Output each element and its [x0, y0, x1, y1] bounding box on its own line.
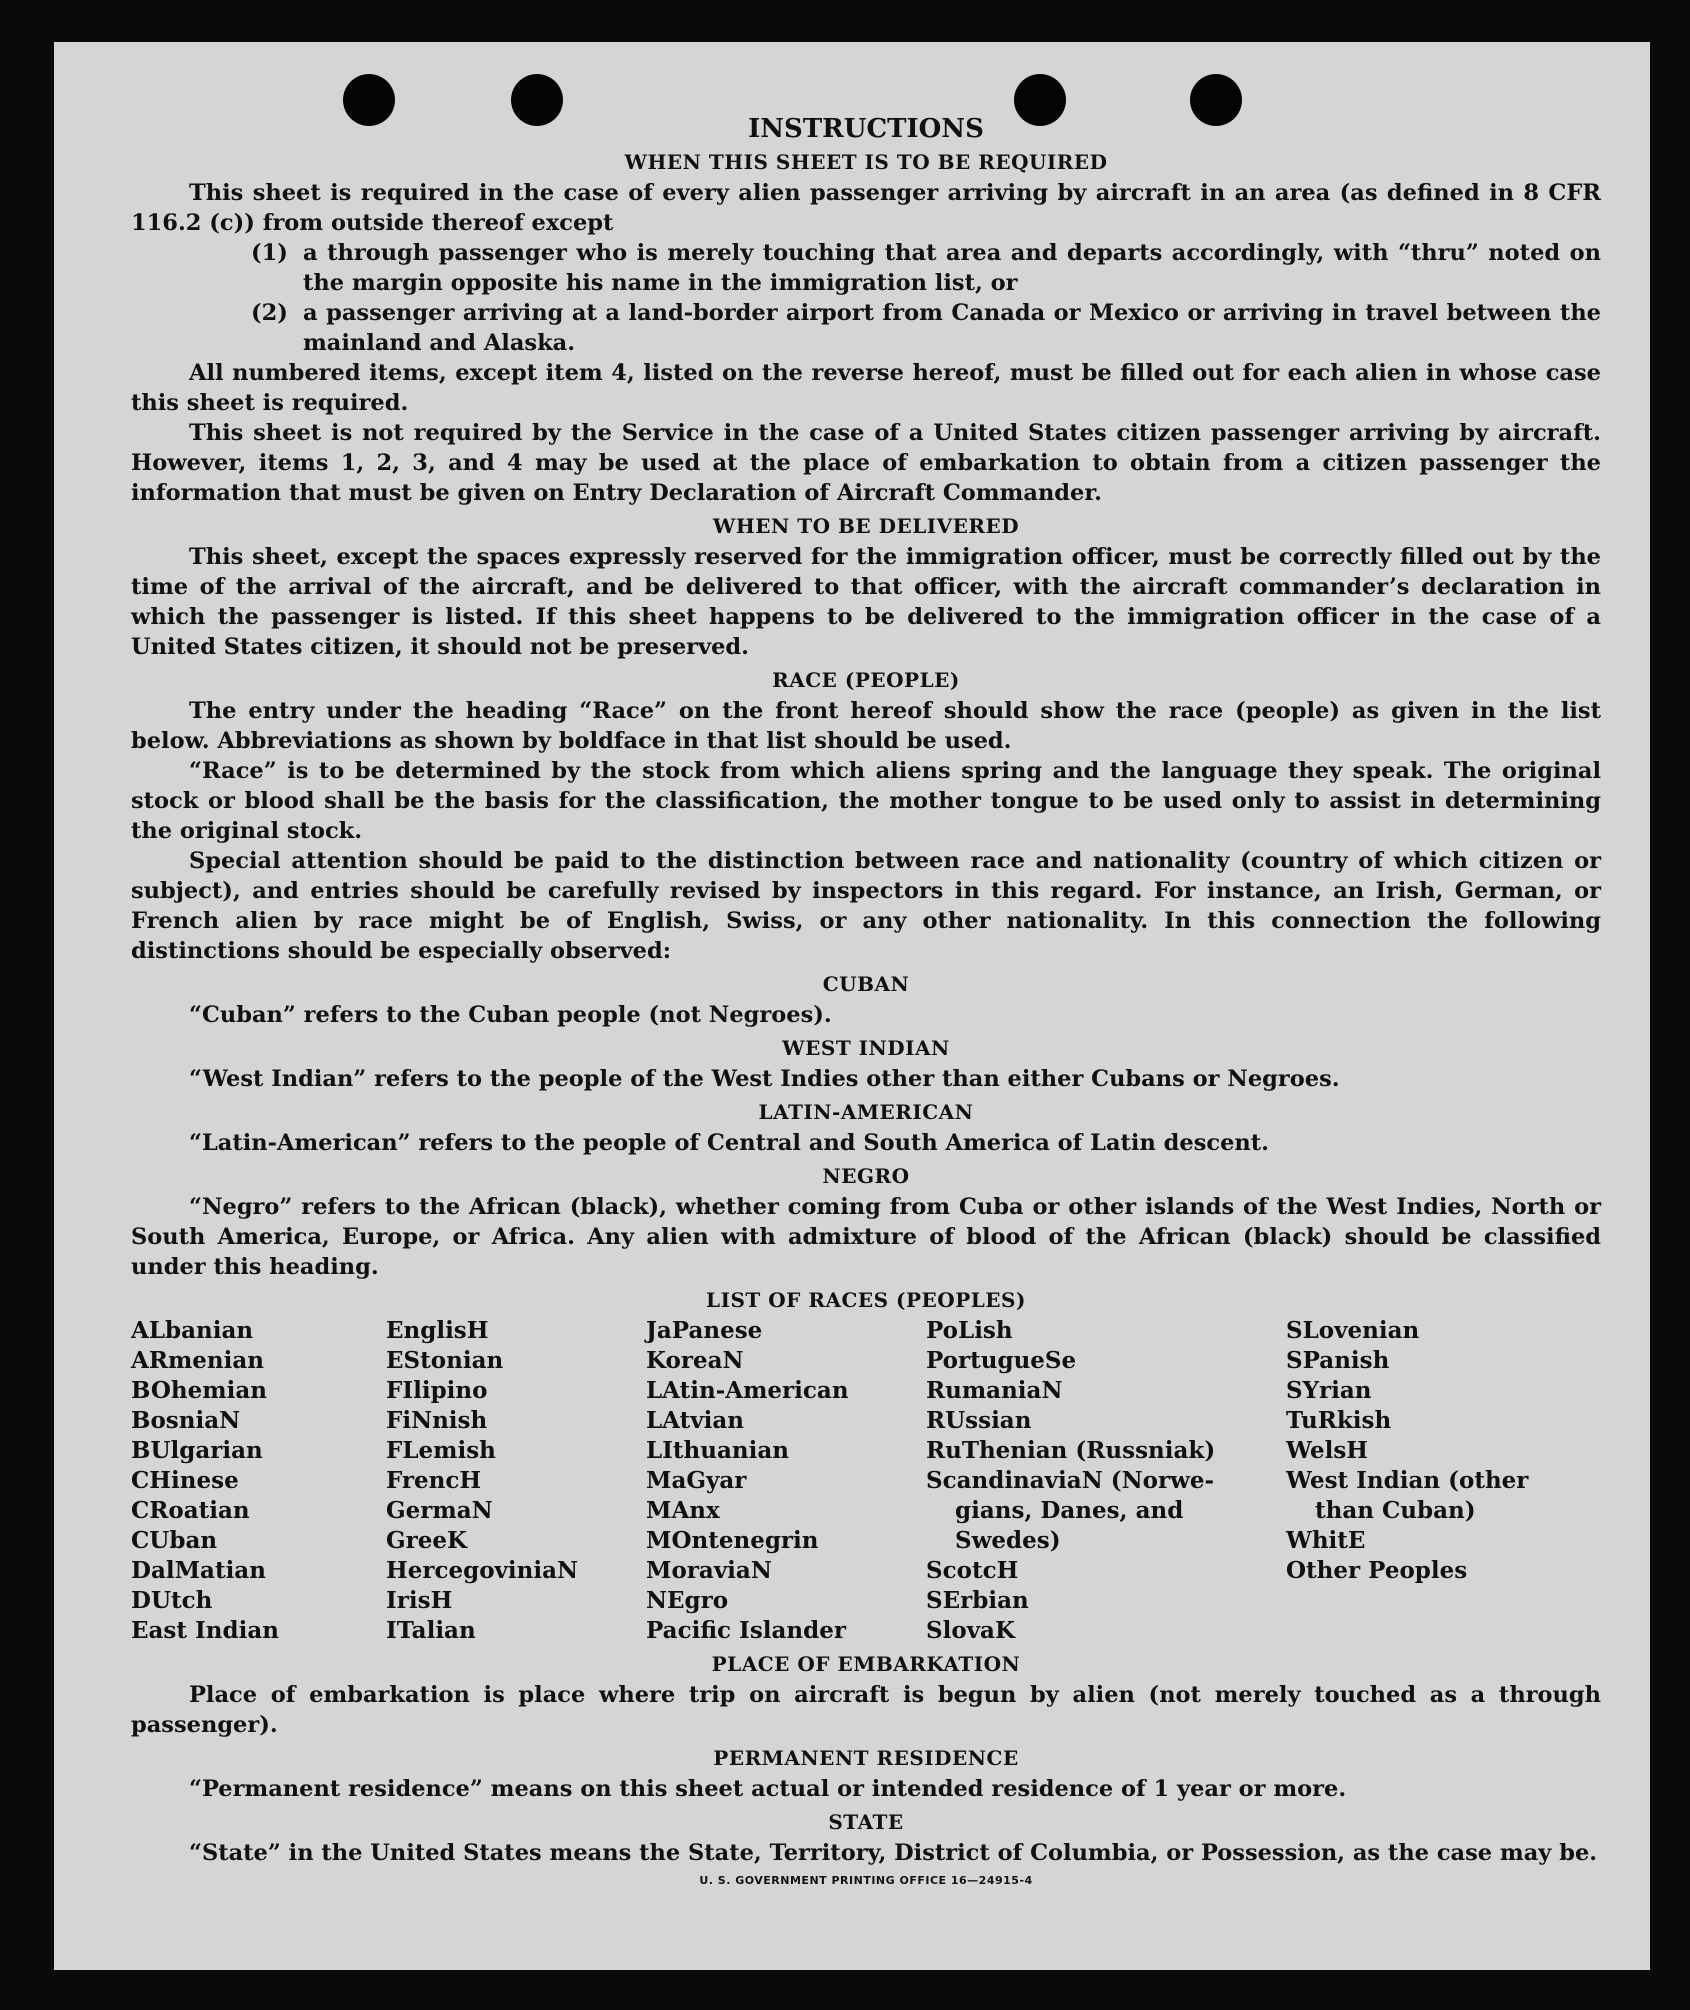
race-entry: SYrian	[1286, 1377, 1372, 1404]
race-entry: FiNnish	[386, 1407, 488, 1434]
section-heading: WHEN TO BE DELIVERED	[712, 514, 1020, 538]
race-entry: FrencH	[386, 1467, 482, 1494]
paragraph: All numbered items, except item 4, listed on the reverse hereof, must be filled out for each alien in whose case this sheet is required.	[131, 360, 1601, 416]
paragraph: This sheet is not required by the Service in the case of a United States citizen passenger arriving by aircraft. However, items 1, 2, 3, and 4 may be used at the place of embarkation to obtain from a citizen passenger the information that must be given on Entry Declaration of Aircraft Commander.	[131, 420, 1601, 506]
race-entry: FIlipino	[386, 1377, 488, 1404]
list-item	[251, 238, 1601, 298]
race-entry: NEgro	[646, 1587, 729, 1614]
race-entry: CUban	[131, 1527, 218, 1554]
race-entry: than Cuban)	[1315, 1497, 1476, 1524]
race-entry: GermaN	[386, 1497, 493, 1524]
race-entry: MaGyar	[646, 1467, 747, 1494]
race-entry: HercegoviniaN	[386, 1557, 579, 1584]
paragraph: “West Indian” refers to the people of the West Indies other than either Cubans or Negroes.	[189, 1066, 1340, 1092]
page-title: INSTRUCTIONS	[748, 114, 984, 144]
paragraph: Special attention should be paid to the distinction between race and nationality (country of which citizen or subject), and entries should be carefully revised by inspectors in this regard. For instance, an Irish, German, or French alien by race might be of English, Swiss, or any other nationality. In this connection the following distinctions should be especially observed:	[131, 848, 1601, 964]
race-entry: Other Peoples	[1286, 1557, 1468, 1584]
race-entry: Swedes)	[955, 1527, 1061, 1554]
race-entry: RuThenian (Russniak)	[926, 1437, 1216, 1464]
paragraph: “Race” is to be determined by the stock from which aliens spring and the language they speak. The original stock or blood shall be the basis for the classification, the mother tongue to be used only to assist in determining the original stock.	[131, 758, 1601, 844]
paragraph: “Cuban” refers to the Cuban people (not Negroes).	[189, 1002, 832, 1028]
race-entry: West Indian (other	[1286, 1467, 1529, 1494]
section-heading: WEST INDIAN	[782, 1036, 950, 1060]
race-entry: ITalian	[386, 1617, 476, 1644]
section-heading: RACE (PEOPLE)	[772, 668, 960, 692]
race-entry: SlovaK	[926, 1617, 1015, 1644]
race-entry: BosniaN	[131, 1407, 241, 1434]
item-number: (2)	[251, 300, 288, 326]
paragraph: “Latin-American” refers to the people of Central and South America of Latin descent.	[189, 1130, 1269, 1156]
section-heading: STATE	[828, 1810, 904, 1834]
paragraph: This sheet, except the spaces expressly reserved for the immigration officer, must be correctly filled out by the time of the arrival of the aircraft, and be delivered to that officer, with the aircraft commander’s declaration in which the passenger is listed. If this sheet happens to be delivered to the immigration officer in the case of a United States citizen, it should not be preserved.	[131, 544, 1601, 660]
race-entry: MAnx	[646, 1497, 720, 1524]
section-heading: WHEN THIS SHEET IS TO BE REQUIRED	[624, 150, 1108, 174]
races-column	[926, 1316, 1286, 1646]
race-entry: BUlgarian	[131, 1437, 263, 1464]
race-entry: TuRkish	[1286, 1407, 1392, 1434]
race-entry: SLovenian	[1286, 1317, 1420, 1344]
race-entry: RUssian	[926, 1407, 1032, 1434]
race-entry: LIthuanian	[646, 1437, 789, 1464]
section-heading: PLACE OF EMBARKATION	[711, 1652, 1021, 1676]
document-sheet	[54, 42, 1650, 1970]
race-entry: LAtvian	[646, 1407, 744, 1434]
section-heading: LATIN-AMERICAN	[758, 1100, 974, 1124]
race-entry: MoraviaN	[646, 1557, 772, 1584]
race-entry: FLemish	[386, 1437, 496, 1464]
race-entry: PortugueSe	[926, 1347, 1077, 1374]
instructions-content	[131, 114, 1601, 1887]
race-entry: ARmenian	[131, 1347, 265, 1374]
race-entry: Pacific Islander	[646, 1617, 846, 1644]
race-entry: East Indian	[131, 1617, 279, 1644]
races-column	[646, 1316, 926, 1646]
section-heading: NEGRO	[822, 1164, 910, 1188]
section-heading: LIST OF RACES (PEOPLES)	[706, 1288, 1026, 1312]
race-entry: WhitE	[1286, 1527, 1366, 1554]
item-text: a through passenger who is merely touching that area and departs accordingly, with “thru” noted on the margin opposite his name in the immigration list, or	[303, 240, 1601, 296]
race-entry: ALbanian	[131, 1317, 254, 1344]
race-entry: EStonian	[386, 1347, 504, 1374]
race-entry: DUtch	[131, 1587, 213, 1614]
paragraph: Place of embarkation is place where trip on aircraft is begun by alien (not merely touched as a through passenger).	[131, 1682, 1601, 1738]
section-heading: PERMANENT RESIDENCE	[713, 1746, 1019, 1770]
races-column	[131, 1316, 386, 1646]
race-entry: ScotcH	[926, 1557, 1019, 1584]
item-text: a passenger arriving at a land-border airport from Canada or Mexico or arriving in travel between the mainland and Alaska.	[303, 300, 1601, 356]
race-entry: WelsH	[1286, 1437, 1369, 1464]
paragraph: “Negro” refers to the African (black), whether coming from Cuba or other islands of the West Indies, North or South America, Europe, or Africa. Any alien with admixture of blood of the African (black) should be classified under this heading.	[131, 1194, 1601, 1280]
race-entry: gians, Danes, and	[955, 1497, 1184, 1524]
race-entry: IrisH	[386, 1587, 453, 1614]
section-heading: CUBAN	[822, 972, 910, 996]
race-entry: DalMatian	[131, 1557, 266, 1584]
race-entry: JaPanese	[646, 1317, 763, 1344]
list-item	[251, 298, 1601, 358]
race-entry: MOntenegrin	[646, 1527, 819, 1554]
races-column	[1286, 1316, 1586, 1646]
race-entry: LAtin-American	[646, 1377, 849, 1404]
race-entry: CHinese	[131, 1467, 239, 1494]
race-entry: KoreaN	[646, 1347, 744, 1374]
races-list	[131, 1316, 1601, 1646]
race-entry: CRoatian	[131, 1497, 250, 1524]
race-entry: RumaniaN	[926, 1377, 1063, 1404]
race-entry: PoLish	[926, 1317, 1013, 1344]
item-number: (1)	[251, 240, 288, 266]
race-entry: EnglisH	[386, 1317, 489, 1344]
race-entry: SPanish	[1286, 1347, 1390, 1374]
paragraph: “State” in the United States means the State, Territory, District of Columbia, or Possession, as the case may be.	[189, 1840, 1598, 1866]
paragraph: This sheet is required in the case of every alien passenger arriving by aircraft in an area (as defined in 8 CFR 116.2 (c)) from outside thereof except	[131, 180, 1601, 236]
race-entry: SErbian	[926, 1587, 1029, 1614]
race-entry: BOhemian	[131, 1377, 267, 1404]
printer-imprint: U. S. GOVERNMENT PRINTING OFFICE 16—24915-4	[699, 1874, 1033, 1887]
paragraph: “Permanent residence” means on this sheet actual or intended residence of 1 year or more.	[189, 1776, 1347, 1802]
races-column	[386, 1316, 646, 1646]
race-entry: ScandinaviaN (Norwe-	[926, 1467, 1215, 1494]
race-entry: GreeK	[386, 1527, 468, 1554]
paragraph: The entry under the heading “Race” on the front hereof should show the race (people) as given in the list below. Abbreviations as shown by boldface in that list should be used.	[131, 698, 1601, 754]
